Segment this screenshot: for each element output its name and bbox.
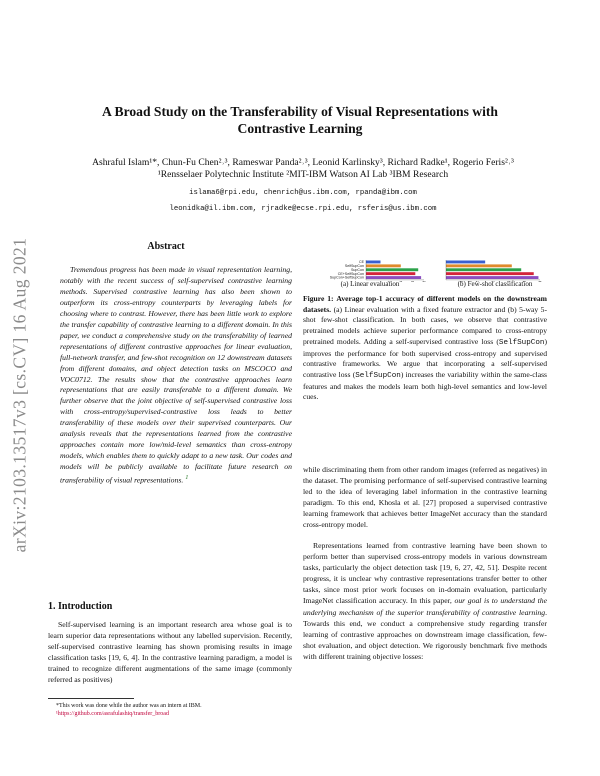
category-label: SelfSupCon [344, 264, 364, 268]
emails [48, 185, 558, 217]
bar-supcon-plus-selfsupcon [446, 276, 538, 279]
right-paragraph-1: while discriminating them from other random images (referred as negatives) in the dataset. The promising performance of self-supervised contrastive learning led to the idea of leveraging label information in the contrastive learning paradigm. To this end, Khosla et al. [27] proposed a supervised contrastive learning framework that achieves better ImageNet accuracy than the standard cross-entropy model. [303, 465, 547, 530]
abstract-footnote-mark[interactable]: 1 [185, 474, 189, 482]
figure-1-canvas [300, 258, 558, 282]
right-p2-start: Representations learned from contrastive learning have been shown to perform better than supervised cross-entropy models in various downstream tasks, particularly the object detection task [19, 6, 27, 42, 51]. Despite recent progress, it is unclear why contrastive representations transfer better to other tasks, since most prior work focuses on in-domain evaluation, particularly ImageNet classification accuracy. In this paper, [303, 541, 547, 606]
intro-heading: 1. Introduction [48, 601, 113, 612]
title-line-1: A Broad Study on the Transferability of Visual Representations with [102, 104, 498, 119]
abstract-text [60, 265, 292, 487]
subcaption-a: (a) Linear evaluation [340, 280, 400, 288]
bar-supcon-plus-selfsupcon [366, 276, 421, 279]
right-paragraph-2 [303, 540, 547, 662]
bar-ce [366, 261, 381, 264]
bar-ce-plus-selfsupcon [366, 272, 415, 275]
figure-caption [303, 294, 547, 403]
caption-label: Figure 1: [303, 294, 334, 303]
title-line-2: Contrastive Learning [237, 121, 363, 136]
caption-title: Average top-1 accuracy of different models on the downstream datasets. [303, 294, 547, 314]
emails-line-1: islama6@rpi.edu, chenrich@us.ibm.com, rpanda@ibm.com [189, 189, 417, 197]
bar-supcon [446, 268, 521, 271]
category-label: CE+SelfSupCon [337, 271, 364, 276]
category-label: CE [359, 260, 364, 265]
emails-line-2: leonidka@il.ibm.com, rjradke@ecse.rpi.edu, rsferis@us.ibm.com [169, 205, 437, 213]
bar-ce-plus-selfsupcon [446, 272, 534, 275]
affiliations: ¹Rensselaer Polytechnic Institute ²MIT-IBM Watson AI Lab ³IBM Research [157, 169, 449, 180]
arxiv-stamp [6, 190, 34, 600]
right-p2-emphasis: our goal is to understand the underlying mechanism of the superior transferability of contrastive learning [303, 596, 547, 617]
right-p2-end: . Towards this end, we conduct a comprehensive study regarding transfer learning of contrastive approaches on downstream image classification, few-shot evaluation, and object detection. We rigorously benchmark five methods with different training objective losses: [303, 607, 547, 661]
bar-selfsupcon [446, 264, 512, 267]
chart-few-shot [446, 260, 542, 282]
footnote-intern: *This work was done while the author was an intern at IBM. [56, 703, 202, 709]
abstract-heading: Abstract [147, 241, 185, 252]
intro-text: Self-supervised learning is an important research area whose goal is to learn superior data representations without any labelled supervision. Recently, self-supervised contrastive learning has shown promising results in image classification tasks [19, 6, 4]. In the contrastive learning paradigm, a model is trained to recognize different augmentations of the same image (commonly referred as positives) [48, 620, 292, 685]
bar-supcon [366, 268, 418, 271]
subcaption-b: (b) Few-shot classification [457, 280, 533, 288]
category-label: SupCon+SelfSupCon [329, 275, 364, 280]
paper-title [60, 103, 540, 137]
caption-part-1: (a) Linear evaluation with a fixed feature extractor and (b) 5-way 5-shot few-shot classification. In both cases, we observe that contrastive pretrained models achieve superior performance compared to cross-entropy pretrained models. Adding a self-supervised contrastive loss ( [303, 304, 547, 346]
caption-part-2: ) improves the performance for both supervised cross-entropy and supervised contrastive frameworks. We argue that incorporating a self-supervised contrastive loss ( [303, 336, 547, 379]
caption-code-2: SelfSupCon [355, 371, 401, 380]
footnote-code-link[interactable]: ¹https://github.com/asrafulashiq/transfer_broad [56, 711, 169, 717]
x-tick-label [422, 280, 426, 282]
caption-part-3: ) increases the variability within the same-class features and makes the models learn both high-level semantics and low-level cues. [303, 369, 547, 402]
footnote-rule [48, 698, 134, 699]
abstract-body: Tremendous progress has been made in visual representation learning, notably with the recent success of self-supervised contrastive learning methods. Supervised contrastive learning has also been shown to outperform its cross-entropy counterparts by leveraging labels for choosing where to contrast. However, there has been little work to explore the transfer capability of contrastive learning to a different domain. In this paper, we conduct a comprehensive study on the transferability of learned representations of different contrastive approaches for linear evaluation, full-network transfer, and few-shot recognition on 12 downstream datasets from different domains, and object detection tasks on MSCOCO and VOC0712. The results show that the contrastive approaches learn representations that are easily transferable to a different domain. We further observe that the joint objective of self-supervised contrastive loss with cross-entropy/supervised-contrastive loss leads to better transferability of these models over their supervised counterparts. Our analysis reveals that the representations learned from the contrastive approaches contain more low/mid-level semantics than cross-entropy models, which enables them to quickly adapt to a new task. Our codes and models will be publicly available to facilitate future research on transferability of visual representations. [60, 265, 292, 485]
arxiv-id: arXiv:2103.13517v3 [cs.CV] 16 Aug 2021 [9, 237, 30, 553]
authors: Ashraful Islam¹*, Chun-Fu Chen²˒³, Rameswar Panda²˒³, Leonid Karlinsky³, Richard Radke¹, Rogerio Feris²˒³ [92, 157, 514, 168]
bar-ce [446, 261, 485, 264]
x-tick-label [411, 280, 415, 282]
bar-selfsupcon [366, 264, 401, 267]
category-label: SupCon [351, 267, 364, 272]
chart-linear-eval [330, 260, 426, 282]
caption-code-1: SelfSupCon [498, 338, 545, 347]
